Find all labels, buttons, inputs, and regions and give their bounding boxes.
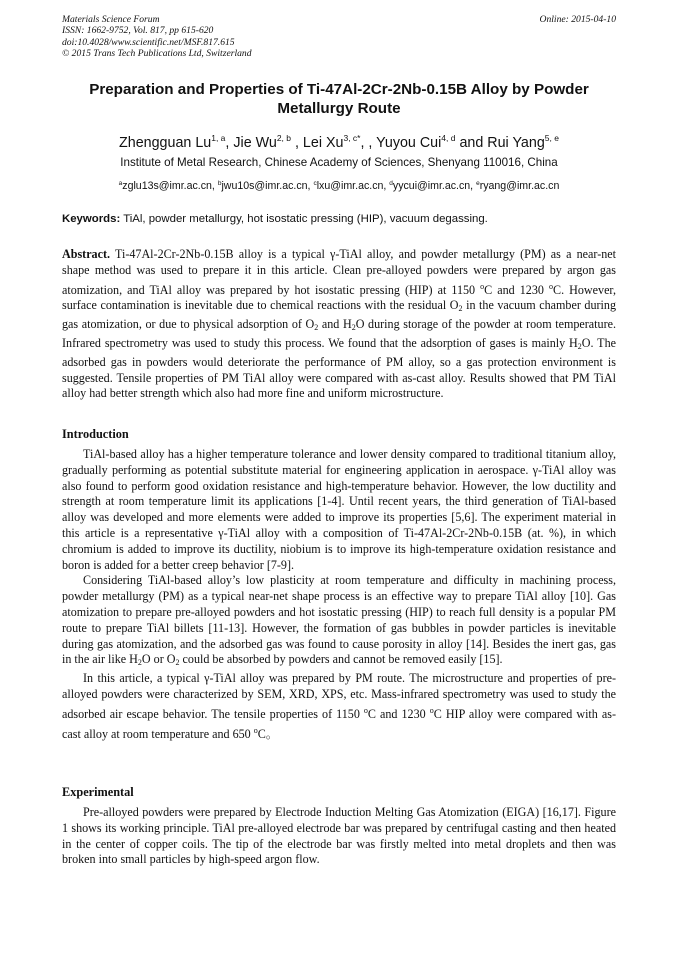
- degree-mark: o: [253, 725, 258, 735]
- title-line-2: Metallurgy Route: [277, 100, 401, 117]
- author-affiliation-mark: 4, d: [441, 133, 456, 143]
- paragraph-text: C。: [257, 726, 278, 741]
- experimental-heading: Experimental: [62, 785, 134, 799]
- abstract-text: O during storage of the powder at room temperature. Infrared spectrometry was used to study this process. We found that the adsorption of gases is mainly H: [62, 317, 616, 350]
- introduction-paragraph-1: TiAl-based alloy has a higher temperature tolerance and lower density compared to traditional titanium alloy, gradually performing as potential substitute material for engineering application in aerospace. γ-TiAl alloy was also found to perform good oxidation resistance and high-temperature behavior. However, the low ductility and strength at room temperature limit its applications [1-4]. Until recent years, the third generation of TiAl-based alloy was developed and more elements were added to improve its properties [5,6]. The experiment material in this article is a representative γ-TiAl alloy with a composition of Ti-47Al-2Cr-2Nb-0.15B (at. %), in which chromium is added to improve its ductility, niobium is to improve its high-temperature oxidation resistance and boron is added for a better creep behavior [7-9].: [62, 447, 616, 572]
- degree-mark: o: [429, 705, 434, 715]
- email-mark: c: [313, 180, 317, 187]
- abstract-text: in the vacuum chamber during gas atomization, or due to physical adsorption of O: [62, 298, 617, 332]
- paragraph-text: C and 1230: [367, 706, 430, 721]
- paragraph-text: Considering TiAl-based alloy’s low plasticity at room temperature and difficulty in machining process, powder metallurgy (PM) as a typical near-net shape process is an effective way to prepare TiAl alloy [10]. Gas atomization to prepare pre-alloyed powders and hot isostatic pressing (HIP) to reach full density is a popular PM route to prepare TiAl billets [11-13]. However, the formation of gas bubbles in powder particles is inevitable during gas atomization, and the adsorbed gas was found to cause porosity in alloy [14]. Besides the inert gas, gas in the air like H: [62, 573, 616, 667]
- author-affiliation-mark: 1, a: [211, 133, 226, 143]
- email-mark: e: [476, 180, 480, 187]
- keywords: [62, 212, 616, 227]
- author-name: , , Yuyou Cui: [360, 135, 442, 151]
- email-address: zglu13s@imr.ac.cn,: [122, 180, 218, 192]
- abstract: [62, 247, 616, 402]
- paragraph-text: could be absorbed by powders and cannot be removed easily [15].: [179, 652, 503, 667]
- author-list: [62, 128, 616, 153]
- introduction-heading: Introduction: [62, 427, 129, 441]
- copyright-line: © 2015 Trans Tech Publications Ltd, Switzerland: [62, 47, 252, 59]
- email-mark: d: [389, 180, 393, 187]
- doi-line: doi:10.4028/www.scientific.net/MSF.817.615: [62, 36, 235, 48]
- author-name: Zhengguan Lu: [119, 135, 212, 151]
- email-address: jwu10s@imr.ac.cn,: [221, 180, 314, 192]
- author-affiliation-mark: 3, c*: [343, 133, 361, 143]
- degree-mark: o: [480, 281, 485, 291]
- author-affiliation-mark: 5, e: [544, 133, 559, 143]
- author-affiliation-mark: 2, b: [276, 133, 291, 143]
- keywords-text: TiAl, powder metallurgy, hot isostatic pressing (HIP), vacuum degassing.: [120, 213, 488, 225]
- journal-header: [62, 14, 616, 59]
- author-name: and Rui Yang: [455, 135, 545, 151]
- author-name: , Lei Xu: [291, 135, 344, 151]
- email-address: ryang@imr.ac.cn: [479, 180, 560, 192]
- subscript: 2: [137, 658, 142, 668]
- introduction-paragraph-3: [62, 671, 616, 742]
- email-mark: b: [217, 180, 222, 187]
- abstract-text: Ti-47Al-2Cr-2Nb-0.15B alloy is a typical γ-TiAl alloy, and powder metallurgy (PM) as a near-net shape method was used to prepare it in this article. Clean pre-alloyed powders were prepared by argon gas atomization, and TiAl alloy was prepared by hot isostatic pressing (HIP) at 1150: [62, 247, 616, 297]
- abstract-paragraph: [62, 247, 616, 402]
- online-date: Online: 2015-04-10: [539, 14, 616, 25]
- email-list: [62, 177, 616, 193]
- email-mark: a: [118, 180, 123, 187]
- abstract-text: C and 1230: [484, 282, 549, 297]
- paper-title: [62, 80, 616, 118]
- subscript: 2: [175, 658, 180, 668]
- degree-mark: o: [549, 281, 553, 291]
- abstract-text: and H: [318, 317, 352, 332]
- issn-line: ISSN: 1662-9752, Vol. 817, pp 615-620: [62, 25, 214, 37]
- paragraph-text: C HIP alloy were compared with as-cast alloy at room temperature and 650: [62, 706, 616, 741]
- introduction-paragraph-2: [62, 573, 616, 671]
- title-line-1: Preparation and Properties of Ti-47Al-2Cr-2Nb-0.15B Alloy by Powder: [89, 81, 589, 98]
- journal-name: Materials Science Forum: [62, 14, 160, 25]
- author-name: , Jie Wu: [225, 135, 277, 151]
- paragraph-text: In this article, a typical γ-TiAl alloy was prepared by PM route. The microstructure and properties of pre-alloyed powders were characterized by SEM, XRD, XPS, etc. Mass-infrared spectrometry was used to study the adsorbed air escape behavior. The tensile properties of 1150: [62, 671, 616, 721]
- paragraph-text: O or O: [141, 652, 176, 667]
- experimental-body: [62, 805, 616, 868]
- abstract-text: C. However, surface contamination is inevitable due to chemical reactions with the residual O: [62, 282, 616, 313]
- degree-mark: o: [363, 705, 368, 715]
- email-address: lxu@imr.ac.cn,: [316, 180, 390, 192]
- abstract-text: O. The adsorbed gas in powders would deteriorate the performance of PM alloy, so a gas protection environment is suggested. Tensile properties of PM TiAl alloy were compared with as-cast alloy. Results showed that PM TiAl alloy had better strength which also had more fine and uniform microstructure.: [62, 335, 616, 401]
- abstract-label: Abstract.: [62, 247, 111, 261]
- experimental-paragraph-1: Pre-alloyed powders were prepared by Electrode Induction Melting Gas Atomization (EIGA) [16,17]. Figure 1 shows its working principle. TiAl pre-alloyed electrode bar was prepared by centrifugal casting and then heated in the center of copper coils. The tip of the electrode bar was firstly melted into metal droplets and then was broken into small particles by high-speed argon flow.: [62, 805, 616, 867]
- subscript: 2: [458, 304, 463, 314]
- subscript: 2: [351, 323, 356, 333]
- introduction-body: [62, 447, 616, 742]
- email-address: yycui@imr.ac.cn,: [392, 180, 477, 192]
- institution: Institute of Metal Research, Chinese Academy of Sciences, Shenyang 110016, China: [120, 156, 558, 169]
- subscript: 2: [577, 341, 582, 351]
- keywords-label: Keywords:: [62, 213, 121, 225]
- subscript: 2: [314, 323, 319, 333]
